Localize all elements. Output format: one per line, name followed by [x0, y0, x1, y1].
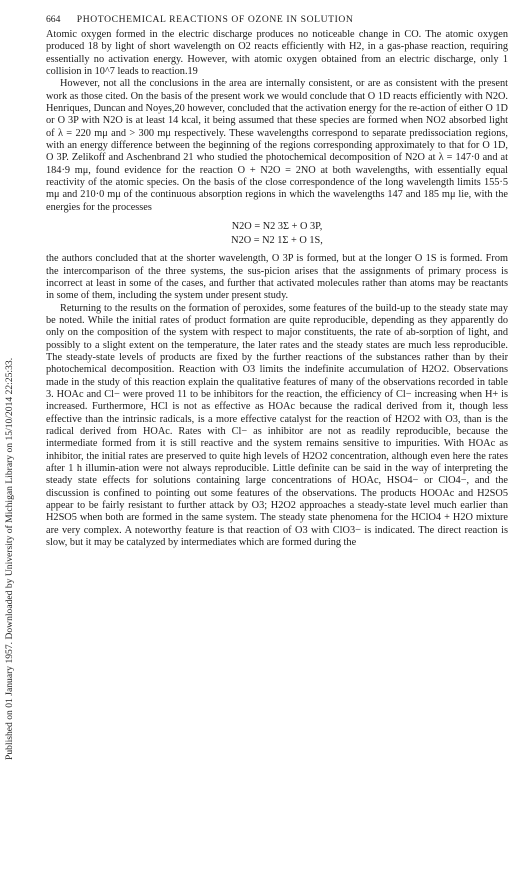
equation-block — [46, 220, 508, 248]
paragraph-3: the authors concluded that at the shorter wavelength, O 3P is formed, but at the longer O 1S is formed. From the intercomparison of the three systems, the sus-picion arises that the assignments of primary process is incorrect at least in some of the cases, and further that activated molecules rather than atoms may be reactants in some of them, including the system under present study. — [46, 253, 508, 302]
running-title: PHOTOCHEMICAL REACTIONS OF OZONE IN SOLUTION — [76, 14, 354, 25]
paragraph-1: Atomic oxygen formed in the electric discharge produces no noticeable change in CO. The atomic oxygen produced 18 by light of short wavelength on O2 reacts efficiently with H2, in a gas-phase reaction, requiring essentially no activation energy. However, with atomic oxygen obtained from an electric discharge, only 1 collision in 10^7 leads to reaction.19 — [46, 29, 508, 78]
equation-1: N2O = N2 3Σ + O 3P, — [231, 221, 323, 233]
page-number: 664 — [46, 14, 61, 25]
running-header — [46, 13, 508, 27]
download-watermark — [3, 60, 17, 760]
paragraph-4: Returning to the results on the formation of peroxides, some features of the build-up to the steady state may be noted. While the initial rates of product formation are quite reproducible, depending as they apparently do only on the composition of the system with respect to major constituents, the rate of ab-sorption of light, and possibly to a slight extent on the temperature, the later rates and the steady states are much less reproducible. The steady-state levels of products are fixed by the further reactions of the substances rather than by their photochemical decomposition. Reaction with O3 limits the indefinite accumulation of H2O2. Observations made in the study of this reaction explain the qualitative features of many of the observations recorded in table 3. HOAc and Cl− were proved 11 to be inhibitors for the reaction, the efficiency of Cl− increasing when H+ is increased. Furthermore, HCl is not as effective as HOAc because the radical derived from it, though less effective than the intrinsic radicals, is a more effective catalyst for the reaction of H2O2 with O3, than is the radical derived from HOAc. Rates with Cl− as inhibitor are not as readily reproducible, because the intermediate formed from it is still reactive and the system remains sensitive to impurities. With HOAc as inhibitor, the initial rates are preserved to quite high levels of H2O2 concentration, although even here the rates after 1 h illumin-ation were not always reproducible. Little definite can be said in the way of interpreting the steady state effects for solutions containing large concentrations of HOAc, HSO4− or ClO4−, and the discussion is confined to pointing out some features of the observations. The products HOOAc and H2SO5 appear to be fairly resistant to further attack by O3; H2O2 approaches a steady-state level much earlier than H2SO5 when both are formed in the same system. The steady state phenomena for the HClO4 + H2O mixture are very complex. A noteworthy feature is that reaction of O3 with ClO3− is indicated. The direct reaction is slow, but it may be catalyzed by intermediates which are formed during the — [46, 302, 508, 549]
download-watermark-text: Published on 01 January 1957. Downloaded by University of Michigan Library on 15/10/2014 22:25:33. — [4, 357, 15, 760]
equation-2: N2O = N2 1Σ + O 1S, — [231, 235, 323, 247]
page-body — [46, 13, 508, 549]
paragraph-2: However, not all the conclusions in the area are internally consistent, or are as consistent with the present work as those cited. On the basis of the present work we would conclude that O 1D reacts efficiently with N2O. Henriques, Duncan and Noyes,20 however, concluded that the activation energy for the re-action of either O 1D or O 3P with N2O is at least 14 kcal, it being assumed that these species are formed when NO2 absorbed light of λ = 220 mμ and > 300 mμ respectively. These wavelengths correspond to separate predissociation regions, with an energy difference between the beginning of the regions corresponding approximately to that for O 1D, O 3P. Zelikoff and Aschenbrand 21 who studied the photochemical decomposition of N2O at λ = 147·0 and at 184·9 mμ, found evidence for the reaction O + N2O = 2NO at both wavelengths, with essentially equal reactivity of the atomic species. On the basis of the close correspondence of the long wavelength limits 155·5 mμ and 210·0 mμ of the continuous absorption regions in which the wavelengths 147 and 185 mμ lie, with the energies for the processes — [46, 78, 508, 213]
